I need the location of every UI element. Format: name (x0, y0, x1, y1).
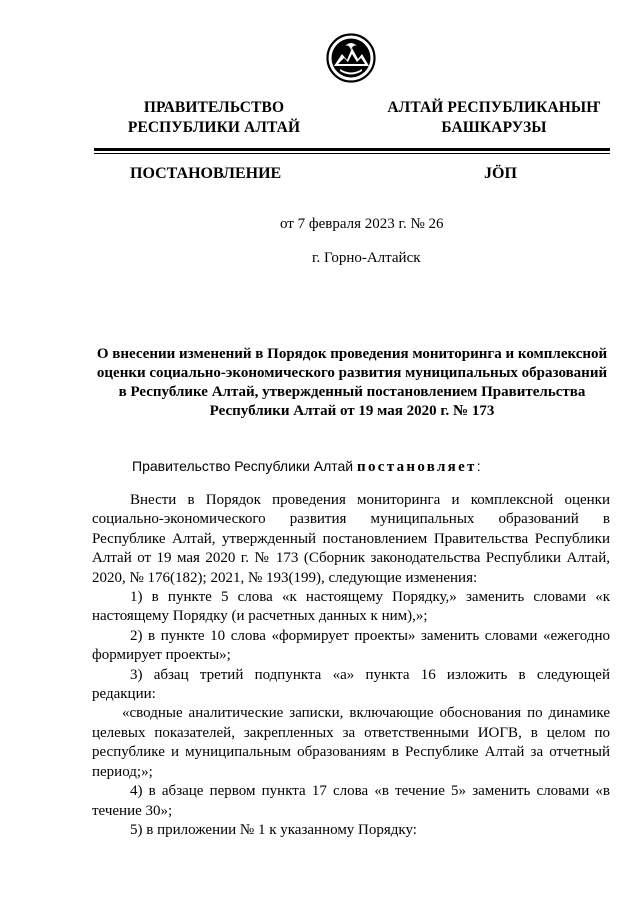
list-item-line: настоящему Порядку (и расчетных данных к ним),»; (92, 608, 428, 625)
paragraph-line: Внести в Порядок проведения мониторинга и комплексной оценки (130, 492, 610, 508)
document-date-number: от 7 февраля 2023 г. № 26 (280, 216, 444, 232)
altai-emblem-icon (326, 32, 376, 84)
quote-line: республике и муниципальным образованиям в Республике Алтай за отчетный (92, 744, 610, 761)
list-item-line: 5) в приложении № 1 к указанному Порядку: (130, 821, 417, 838)
preamble (132, 458, 481, 476)
preamble-prefix: Правительство Республики Алтай (132, 458, 358, 474)
paragraph-line: Республике Алтай, утвержденный постановлением Правительства Республики (92, 530, 610, 547)
doc-type-alt: JӦП (484, 165, 517, 182)
document-subject (92, 345, 612, 421)
list-item-line: 1) в пункте 5 слова «к настоящему Порядку,» заменить словами «к (130, 589, 610, 606)
preamble-suffix: : (476, 458, 481, 474)
paragraph-line: Алтай от 19 мая 2020 г. № 173 (Сборник законодательства Республики Алтай, (92, 550, 610, 567)
paragraph-line: 2020, № 176(182); 2021, № 193(199), следующие изменения: (92, 569, 478, 586)
header-divider-thin (94, 153, 610, 154)
header-divider-thick (94, 148, 610, 151)
header-right-line2: БАШКАРУЗЫ (441, 119, 547, 136)
paragraph-line: социально-экономического развития муниципальных образований в (92, 511, 610, 528)
doc-type-ru: ПОСТАНОВЛЕНИЕ (130, 165, 282, 182)
document-body (92, 491, 610, 840)
list-item-line: 4) в абзаце первом пункта 17 слова «в течение 5» заменить словами «в (130, 783, 610, 800)
header-left-line1: ПРАВИТЕЛЬСТВО (143, 99, 285, 116)
quote-line: период;»; (92, 763, 153, 780)
subject-line: оценки социально-экономического развития муниципальных образований (96, 365, 608, 381)
quote-line: целевых показателей, закрепленных за ответственными ИОГВ, в целом по (92, 724, 610, 741)
header-right-line1: АЛТАЙ РЕСПУБЛИКАНЫҤ (387, 99, 601, 116)
quote-line: «сводные аналитические записки, включающие обоснования по динамике (122, 705, 610, 722)
header-government-alt (384, 98, 604, 138)
document-city: г. Горно-Алтайск (312, 250, 421, 266)
header-government-ru (114, 98, 314, 138)
subject-line: Республики Алтай от 19 мая 2020 г. № 173 (209, 403, 495, 419)
preamble-decree-word: постановляет (357, 459, 477, 475)
list-item-line: 2) в пункте 10 слова «формирует проекты» заменить словами «ежегодно (130, 627, 610, 644)
subject-line: в Республике Алтай, утвержденный постановлением Правительства (118, 384, 586, 400)
header-left-line2: РЕСПУБЛИКИ АЛТАЙ (127, 119, 301, 136)
list-item-line: редакции: (92, 686, 156, 703)
list-item-line: формирует проекты»; (92, 647, 231, 664)
list-item-line: 3) абзац третий подпункта «а» пункта 16 изложить в следующей (130, 666, 610, 683)
subject-line: О внесении изменений в Порядок проведения мониторинга и комплексной (96, 346, 608, 362)
list-item-line: течение 30»; (92, 802, 173, 819)
